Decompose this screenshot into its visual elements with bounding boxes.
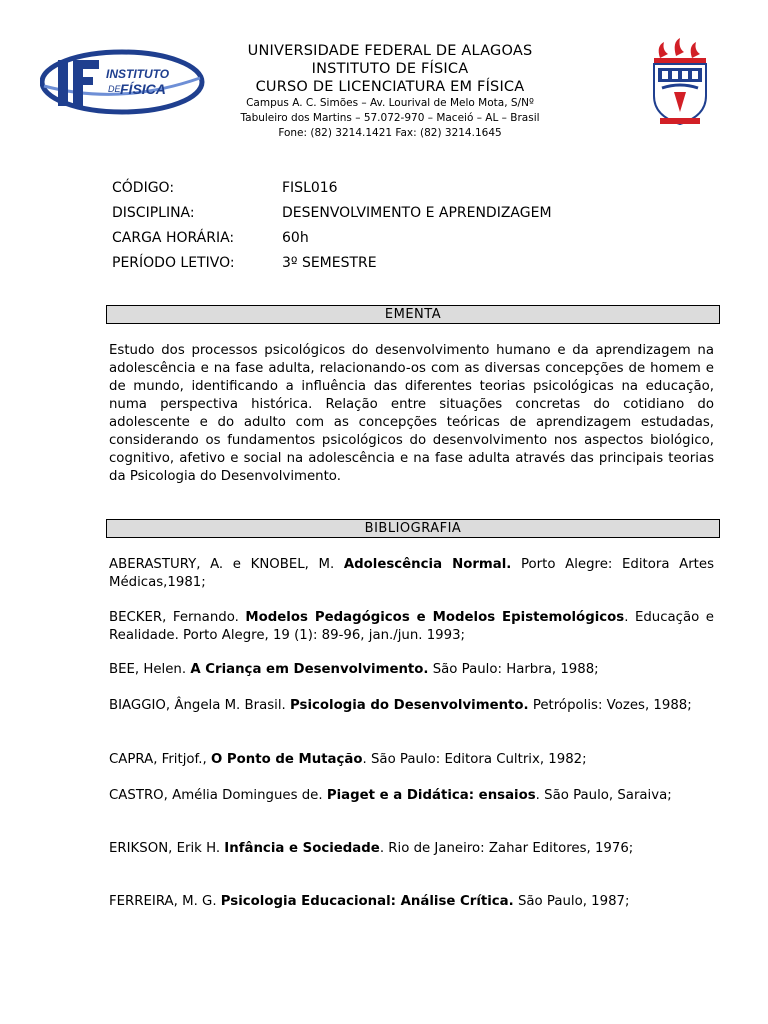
bib-author: BECKER, Fernando. [109,610,246,625]
bib-title: Psicologia Educacional: Análise Crítica. [220,894,514,909]
bib-entry [109,609,714,645]
bib-entry [109,751,714,769]
bib-author: FERREIRA, M. G. [109,894,221,909]
bib-title: Infância e Sociedade [224,841,380,856]
codigo-label: CÓDIGO: [112,180,175,196]
bib-entry [109,661,714,679]
info-row-codigo [112,178,552,203]
bib-title: Psicologia do Desenvolvimento. [290,698,529,713]
course-name: CURSO DE LICENCIATURA EM FÍSICA [255,79,525,95]
bib-author: BEE, Helen. [109,662,191,677]
bib-entry [109,556,714,592]
info-row-periodo [112,253,552,278]
bib-author: ERIKSON, Erik H. [109,841,225,856]
bib-title: Piaget e a Didática: ensaios [326,788,536,803]
university-crest-icon [648,38,712,130]
codigo-value: FISL016 [282,180,338,196]
bib-entry [109,840,714,858]
bib-author: CASTRO, Amélia Domingues de. [109,788,327,803]
bib-title: O Ponto de Mutação [210,752,363,767]
institute-name: INSTITUTO DE FÍSICA [311,61,469,77]
svg-text:INSTITUTO: INSTITUTO [106,67,170,81]
bib-author: ABERASTURY, A. e KNOBEL, M. [109,557,344,572]
phone-line: Fone: (82) 3214.1421 Fax: (82) 3214.1645 [278,127,502,139]
bib-details: . Rio de Janeiro: Zahar Editores, 1976; [379,841,634,856]
bib-title: Modelos Pedagógicos e Modelos Epistemológicos [245,610,625,625]
periodo-value: 3º SEMESTRE [282,255,377,271]
bib-author: CAPRA, Fritjof., [109,752,211,767]
bib-details: São Paulo: Harbra, 1988; [428,662,599,677]
svg-text:FÍSICA: FÍSICA [120,81,166,97]
bib-author: BIAGGIO, Ângela M. Brasil. [109,698,291,713]
bib-details: Petrópolis: Vozes, 1988; [528,698,692,713]
bib-details: São Paulo, 1987; [513,894,630,909]
carga-label: CARGA HORÁRIA: [112,230,235,246]
bib-entry [109,787,714,805]
address-line-1: Campus A. C. Simões – Av. Lourival de Melo Mota, S/Nº [246,97,534,109]
course-info [112,178,552,278]
disciplina-label: DISCIPLINA: [112,205,195,221]
carga-value: 60h [282,230,309,246]
university-name: UNIVERSIDADE FEDERAL DE ALAGOAS [247,43,533,59]
periodo-label: PERÍODO LETIVO: [112,255,235,271]
ementa-text: Estudo dos processos psicológicos do desenvolvimento humano e da aprendizagem na adolescência e na fase adulta, relacionando-os com as diversas concepções de homem e de mundo, identificando a influência das diferentes teorias psicológicas na educação, numa perspectiva histórica. Relação entre situações concretas do cotidiano do adolescente e do adulto com as concepções teóricas de aprendizagem estudadas, considerando os fundamentos psicológicos do desenvolvimento nos aspectos biológico, cognitivo, afetivo e social na adolescência e na fase adulta através das principais teorias da Psicologia do Desenvolvimento. [109,343,714,484]
disciplina-value: DESENVOLVIMENTO E APRENDIZAGEM [282,205,552,221]
bib-details: Porto Alegre: Editora Artes Médicas,1981; [109,557,714,590]
bib-title: A Criança em Desenvolvimento. [190,662,429,677]
header [210,42,570,141]
bibliografia-heading: BIBLIOGRAFIA [106,519,720,538]
address-line-2: Tabuleiro dos Martins – 57.072-970 – Maceió – AL – Brasil [240,112,540,124]
institute-logo [40,48,205,116]
bib-details: . São Paulo: Editora Cultrix, 1982; [362,752,587,767]
bib-entry [109,893,714,911]
bib-entry [109,697,714,715]
svg-text:DE: DE [108,84,121,94]
bib-title: Adolescência Normal. [343,557,512,572]
bib-details: . São Paulo, Saraiva; [535,788,672,803]
info-row-disciplina [112,203,552,228]
ementa-heading: EMENTA [106,305,720,324]
info-row-carga [112,228,552,253]
bib-details: . Educação e Realidade. Porto Alegre, 19 (1): 89-96, jan./jun. 1993; [109,610,714,643]
